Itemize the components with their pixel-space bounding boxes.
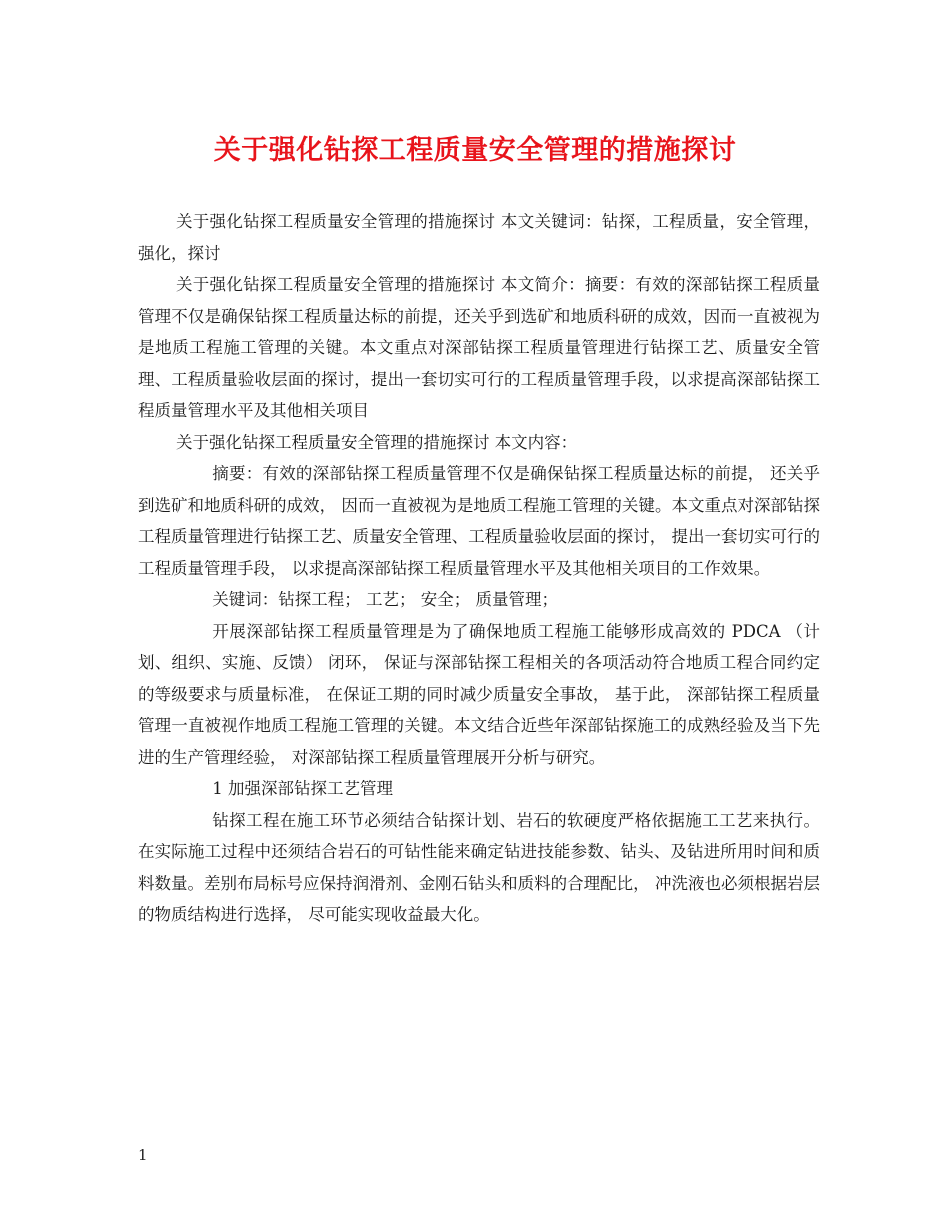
paragraph-keywords-intro: 关于强化钻探工程质量安全管理的措施探讨 本文关键词：钻探，工程质量，安全管理，强化，探讨	[138, 212, 820, 263]
paragraph-keywords: 关键词：钻探工程； 工艺； 安全； 质量管理；	[212, 590, 558, 609]
paragraph-section-1: 钻探工程在施工环节必须结合钻探计划、岩石的软硬度严格依据施工工艺来执行。在实际施工过程中还须结合岩石的可钻性能来确定钻进技能参数、钻头、及钻进所用时间和质料数量。差别布局标号应保持润滑剂、金刚石钻头和质料的合理配比， 冲洗液也必须根据岩层的物质结构进行选择， 尽可能实现收益最大化。	[138, 810, 820, 924]
paragraph-introduction: 开展深部钻探工程质量管理是为了确保地质工程施工能够形成高效的 PDCA （计划、组织、实施、反馈） 闭环， 保证与深部钻探工程相关的各项活动符合地质工程合同约定的等级要求与质量标准， 在保证工期的同时减少质量安全事故， 基于此， 深部钻探工程质量管理一直被视作地质工程施工管理的关键。本文结合近些年深部钻探施工的成熟经验及当下先进的生产管理经验， 对深部钻探工程质量管理展开分析与研究。	[138, 621, 820, 767]
paragraph-abstract: 摘要：有效的深部钻探工程质量管理不仅是确保钻探工程质量达标的前提， 还关乎到选矿和地质科研的成效， 因而一直被视为是地质工程施工管理的关键。本文重点对深部钻探工程质量管理进行钻探工艺、质量安全管理、工程质量验收层面的探讨， 提出一套切实可行的工程质量管理手段， 以求提高深部钻探工程质量管理水平及其他相关项目的工作效果。	[138, 464, 820, 578]
paragraph-content-intro: 关于强化钻探工程质量安全管理的措施探讨 本文内容：	[175, 432, 578, 452]
paragraph-summary-intro: 关于强化钻探工程质量安全管理的措施探讨 本文简介：摘要：有效的深部钻探工程质量管理不仅是确保钻探工程质量达标的前提，还关乎到选矿和地质科研的成效，因而一直被视为是地质工程施工管理的关键。本文重点对深部钻探工程质量管理进行钻探工艺、质量安全管理、工程质量验收层面的探讨，提出一套切实可行的工程质量管理手段，以求提高深部钻探工程质量管理水平及其他相关项目	[138, 275, 820, 420]
page-number: 1	[138, 1146, 148, 1164]
document-body	[138, 206, 820, 931]
section-heading-1: 1 加强深部钻探工艺管理	[212, 779, 393, 798]
document-title: 关于强化钻探工程质量安全管理的措施探讨	[213, 135, 737, 166]
